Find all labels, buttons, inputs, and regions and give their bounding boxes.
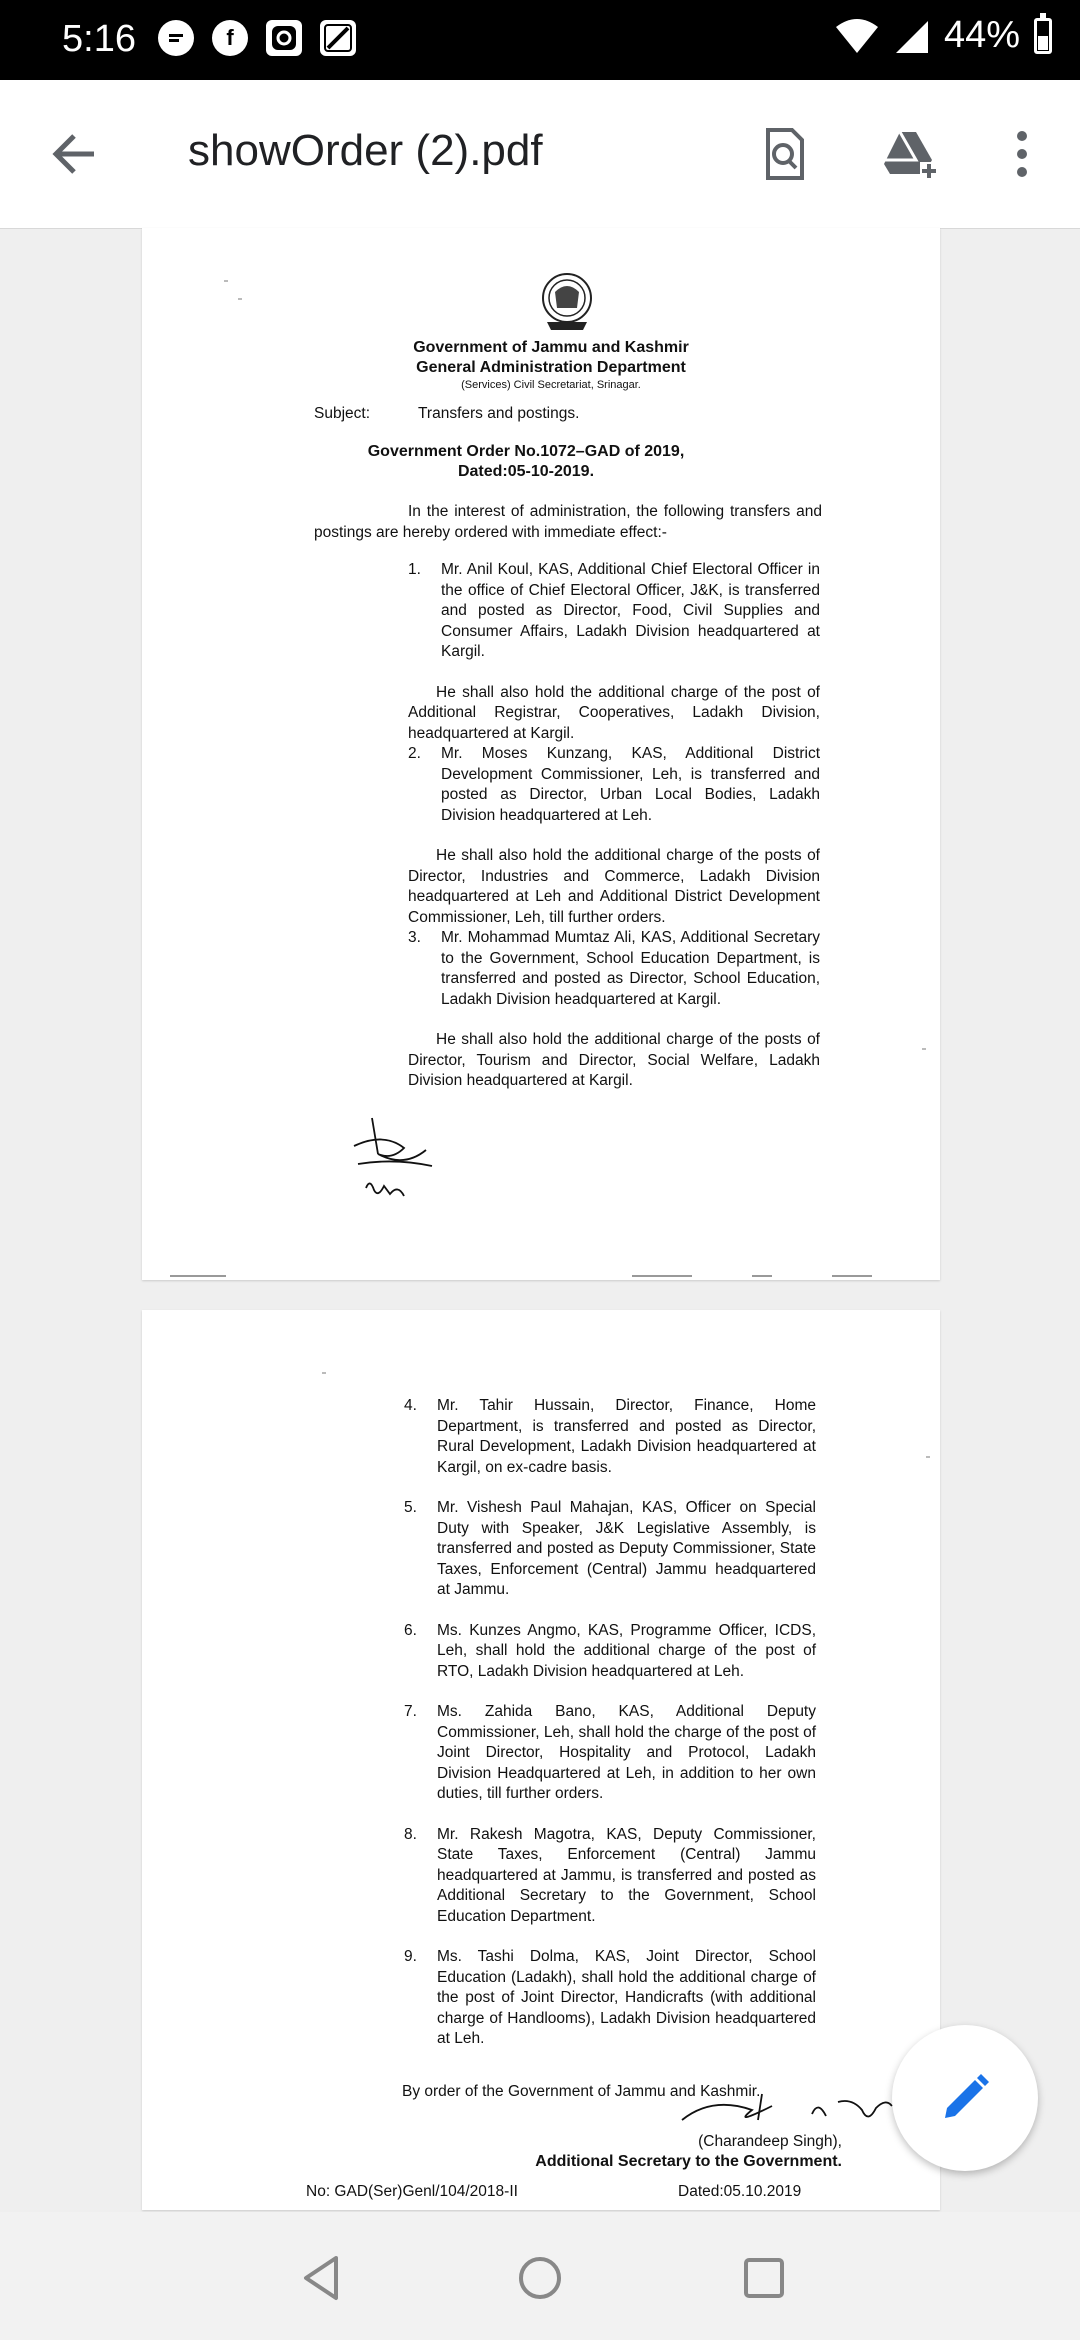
order-items-page-1 [408,560,820,1092]
pdf-page-1 [142,228,940,1280]
subject-label: Subject: [314,405,371,422]
wifi-icon [834,17,880,55]
additional-charge: He shall also hold the additional charge of the post of Additional Registrar, Cooperatives, Ladakh Division, headquartered at Kargil. [408,683,820,742]
signatory-title: Additional Secretary to the Government. [535,2153,842,2170]
by-order-line: By order of the Government of Jammu and Kashmir. [402,2083,761,2100]
list-item: 1. Mr. Anil Koul, KAS, Additional Chief Electoral Officer in the office of Chief Electoral Officer, J&K, is transferred and posted as Director, Food, Civil Supplies and Consumer Affairs, Ladakh Division headquartered at Kargil. [408,561,820,660]
navigation-bar [0,2212,1080,2340]
initials-signature [344,1108,444,1208]
messages-icon [158,20,194,56]
add-to-drive-icon[interactable] [880,124,940,184]
subject-text: Transfers and postings. [418,405,580,422]
status-bar [0,0,1080,80]
document-title: showOrder (2).pdf [188,126,543,175]
header-department: General Administration Department [416,359,686,376]
list-item: 5. Mr. Vishesh Paul Mahajan, KAS, Officer on Special Duty with Speaker, J&K Legislative Assembly, is transferred and posted as Deputy Commissioner, State Taxes, Enforcement (Central) Jammu headquartered at Jammu. [404,1499,816,1598]
order-number: Government Order No.1072–GAD of 2019, [367,443,685,460]
list-item: 8. Mr. Rakesh Magotra, KAS, Deputy Commissioner, State Taxes, Enforcement (Central) Jammu headquartered at Jammu, is transferred and posted as Additional Secretary to the Government, School Education Department. [404,1825,816,1925]
additional-charge: He shall also hold the additional charge of the posts of Director, Tourism and Director, Social Welfare, Ladakh Division headquartered at Kargil. [408,1031,820,1089]
additional-charge: He shall also hold the additional charge of the posts of Director, Industries and Commerce, Ladakh Division headquartered at Leh and Additional District Development Commissioner, Leh, till further orders. [408,847,820,926]
reference-date: Dated:05.10.2019 [678,2183,802,2200]
battery-icon [1034,18,1052,54]
home-nav-icon[interactable] [514,2252,566,2304]
signatory-name: (Charandeep Singh), [698,2133,842,2150]
list-item: 9. Ms. Tashi Dolma, KAS, Joint Director, School Education (Ladakh), shall hold the additional charge of the post of Joint Director, Handicrafts (with additional charge of Handlooms), Ladakh Division headquartered at Leh. [404,1948,816,2047]
list-item: 2. Mr. Moses Kunzang, KAS, Additional District Development Commissioner, Leh, is transferred and posted as Director, Urban Local Bodies, Ladakh Division headquartered at Leh. [408,745,820,824]
abp-news-icon [320,20,356,56]
pencil-icon [937,2070,993,2126]
list-item: 7. Ms. Zahida Bano, KAS, Additional Deputy Commissioner, Leh, shall hold the charge of the post of Joint Director, Hospitality and Protocol, Ladakh Division Headquartered at Leh, in addition to her own duties, till further orders. [404,1703,816,1802]
header-address: (Services) Civil Secretariat, Srinagar. [461,379,641,391]
more-options-icon[interactable] [992,124,1052,184]
back-arrow-icon[interactable] [44,124,104,184]
header-government: Government of Jammu and Kashmir [413,339,689,356]
order-items-page-2 [404,1396,816,2070]
state-emblem-icon [537,270,597,334]
search-in-document-icon[interactable] [754,124,814,184]
instagram-icon [266,20,302,56]
list-item: 6. Ms. Kunzes Angmo, KAS, Programme Officer, ICDS, Leh, shall hold the additional charge of the post of RTO, Ladakh Division headquartered at Leh. [404,1621,816,1680]
list-item: 4. Mr. Tahir Hussain, Director, Finance, Home Department, is transferred and posted as Director, Rural Development, Ladakh Division headquartered at Kargil, on ex-cadre basis. [404,1397,816,1476]
app-bar [0,80,1080,229]
cellular-signal-icon [894,17,930,55]
back-nav-icon[interactable] [296,2252,348,2304]
pdf-page-2 [142,1310,940,2210]
page-edge-marks [142,1272,940,1280]
recents-nav-icon[interactable] [738,2252,790,2304]
status-time: 5:16 [62,18,136,60]
edit-fab-button[interactable] [892,2025,1038,2171]
facebook-icon: f [212,20,248,56]
battery-percentage: 44% [943,14,1020,56]
intro-paragraph: In the interest of administration, the following transfers and postings are hereby ordered with immediate effect:- [314,503,822,541]
list-item: 3. Mr. Mohammad Mumtaz Ali, KAS, Additional Secretary to the Government, School Education Department, is transferred and posted as Director, School Education, Ladakh Division headquartered at Kargil. [408,929,820,1008]
notification-icons [158,20,356,56]
reference-number: No: GAD(Ser)Genl/104/2018-II [306,2183,518,2200]
order-date: Dated:05-10-2019. [457,463,595,480]
